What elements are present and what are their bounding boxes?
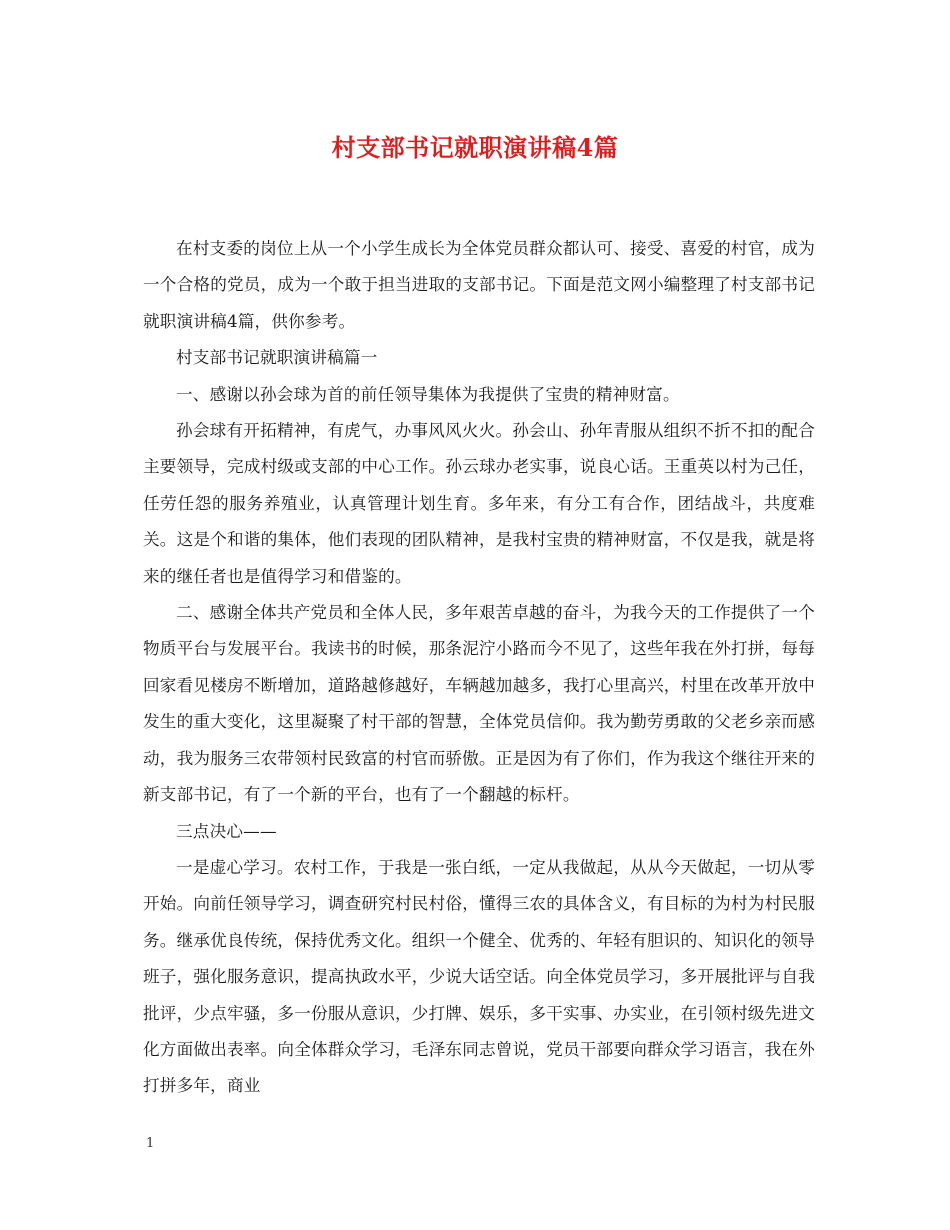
- section-heading: 村支部书记就职演讲稿篇一: [176, 348, 378, 368]
- body-paragraph: 三点决心——: [176, 821, 277, 841]
- document-title: 村支部书记就职演讲稿4篇: [331, 133, 619, 162]
- body-paragraph: 二、感谢全体共产党员和全体人民，多年艰苦卓越的奋斗，为我今天的工作提供了一个物质平台与发展平台。我读书的时候，那条泥泞小路而今不见了，这些年我在外打拼，每每回家看见楼房不断增加，道路越修越好，车辆越加越多，我打心里高兴，村里在改革开放中发生的重大变化，这里凝聚了村干部的智慧，全体党员信仰。我为勤劳勇敢的父老乡亲而感动，我为服务三农带领村民致富的村官而骄傲。正是因为有了你们，作为我这个继往开来的新支部书记，有了一个新的平台，也有了一个翻越的标杆。: [143, 603, 815, 805]
- page-number: 1: [146, 1136, 155, 1151]
- body-paragraph: 一是虚心学习。农村工作，于我是一张白纸，一定从我做起，从从今天做起，一切从零开始。向前任领导学习，调查研究村民村俗，懂得三农的具体含义，有目标的为村为村民服务。继承优良传统，保持优秀文化。组织一个健全、优秀的、年轻有胆识的、知识化的领导班子，强化服务意识，提高执政水平，少说大话空话。向全体党员学习，多开展批评与自我批评，少点牢骚，多一份服从意识，少打牌、娱乐，多干实事、办实业，在引领村级先进文化方面做出表率。向全体群众学习，毛泽东同志曾说，党员干部要向群众学习语言，我在外打拼多年，商业: [143, 857, 815, 1096]
- body-paragraph: 一、感谢以孙会球为首的前任领导集体为我提供了宝贵的精神财富。: [176, 384, 680, 404]
- document-body: [143, 231, 815, 1105]
- intro-paragraph: 在村支委的岗位上从一个小学生成长为全体党员群众都认可、接受、喜爱的村官，成为一个合格的党员，成为一个敢于担当进取的支部书记。下面是范文网小编整理了村支部书记就职演讲稿4篇，供你参考。: [143, 239, 815, 331]
- body-paragraph: 孙会球有开拓精神，有虎气，办事风风火火。孙会山、孙年青服从组织不折不扣的配合主要领导，完成村级或支部的中心工作。孙云球办老实事，说良心话。王重英以村为己任，任劳任怨的服务养殖业，认真管理计划生育。多年来，有分工有合作，团结战斗，共度难关。这是个和谐的集体，他们表现的团队精神，是我村宝贵的精神财富，不仅是我，就是将来的继任者也是值得学习和借鉴的。: [143, 421, 815, 586]
